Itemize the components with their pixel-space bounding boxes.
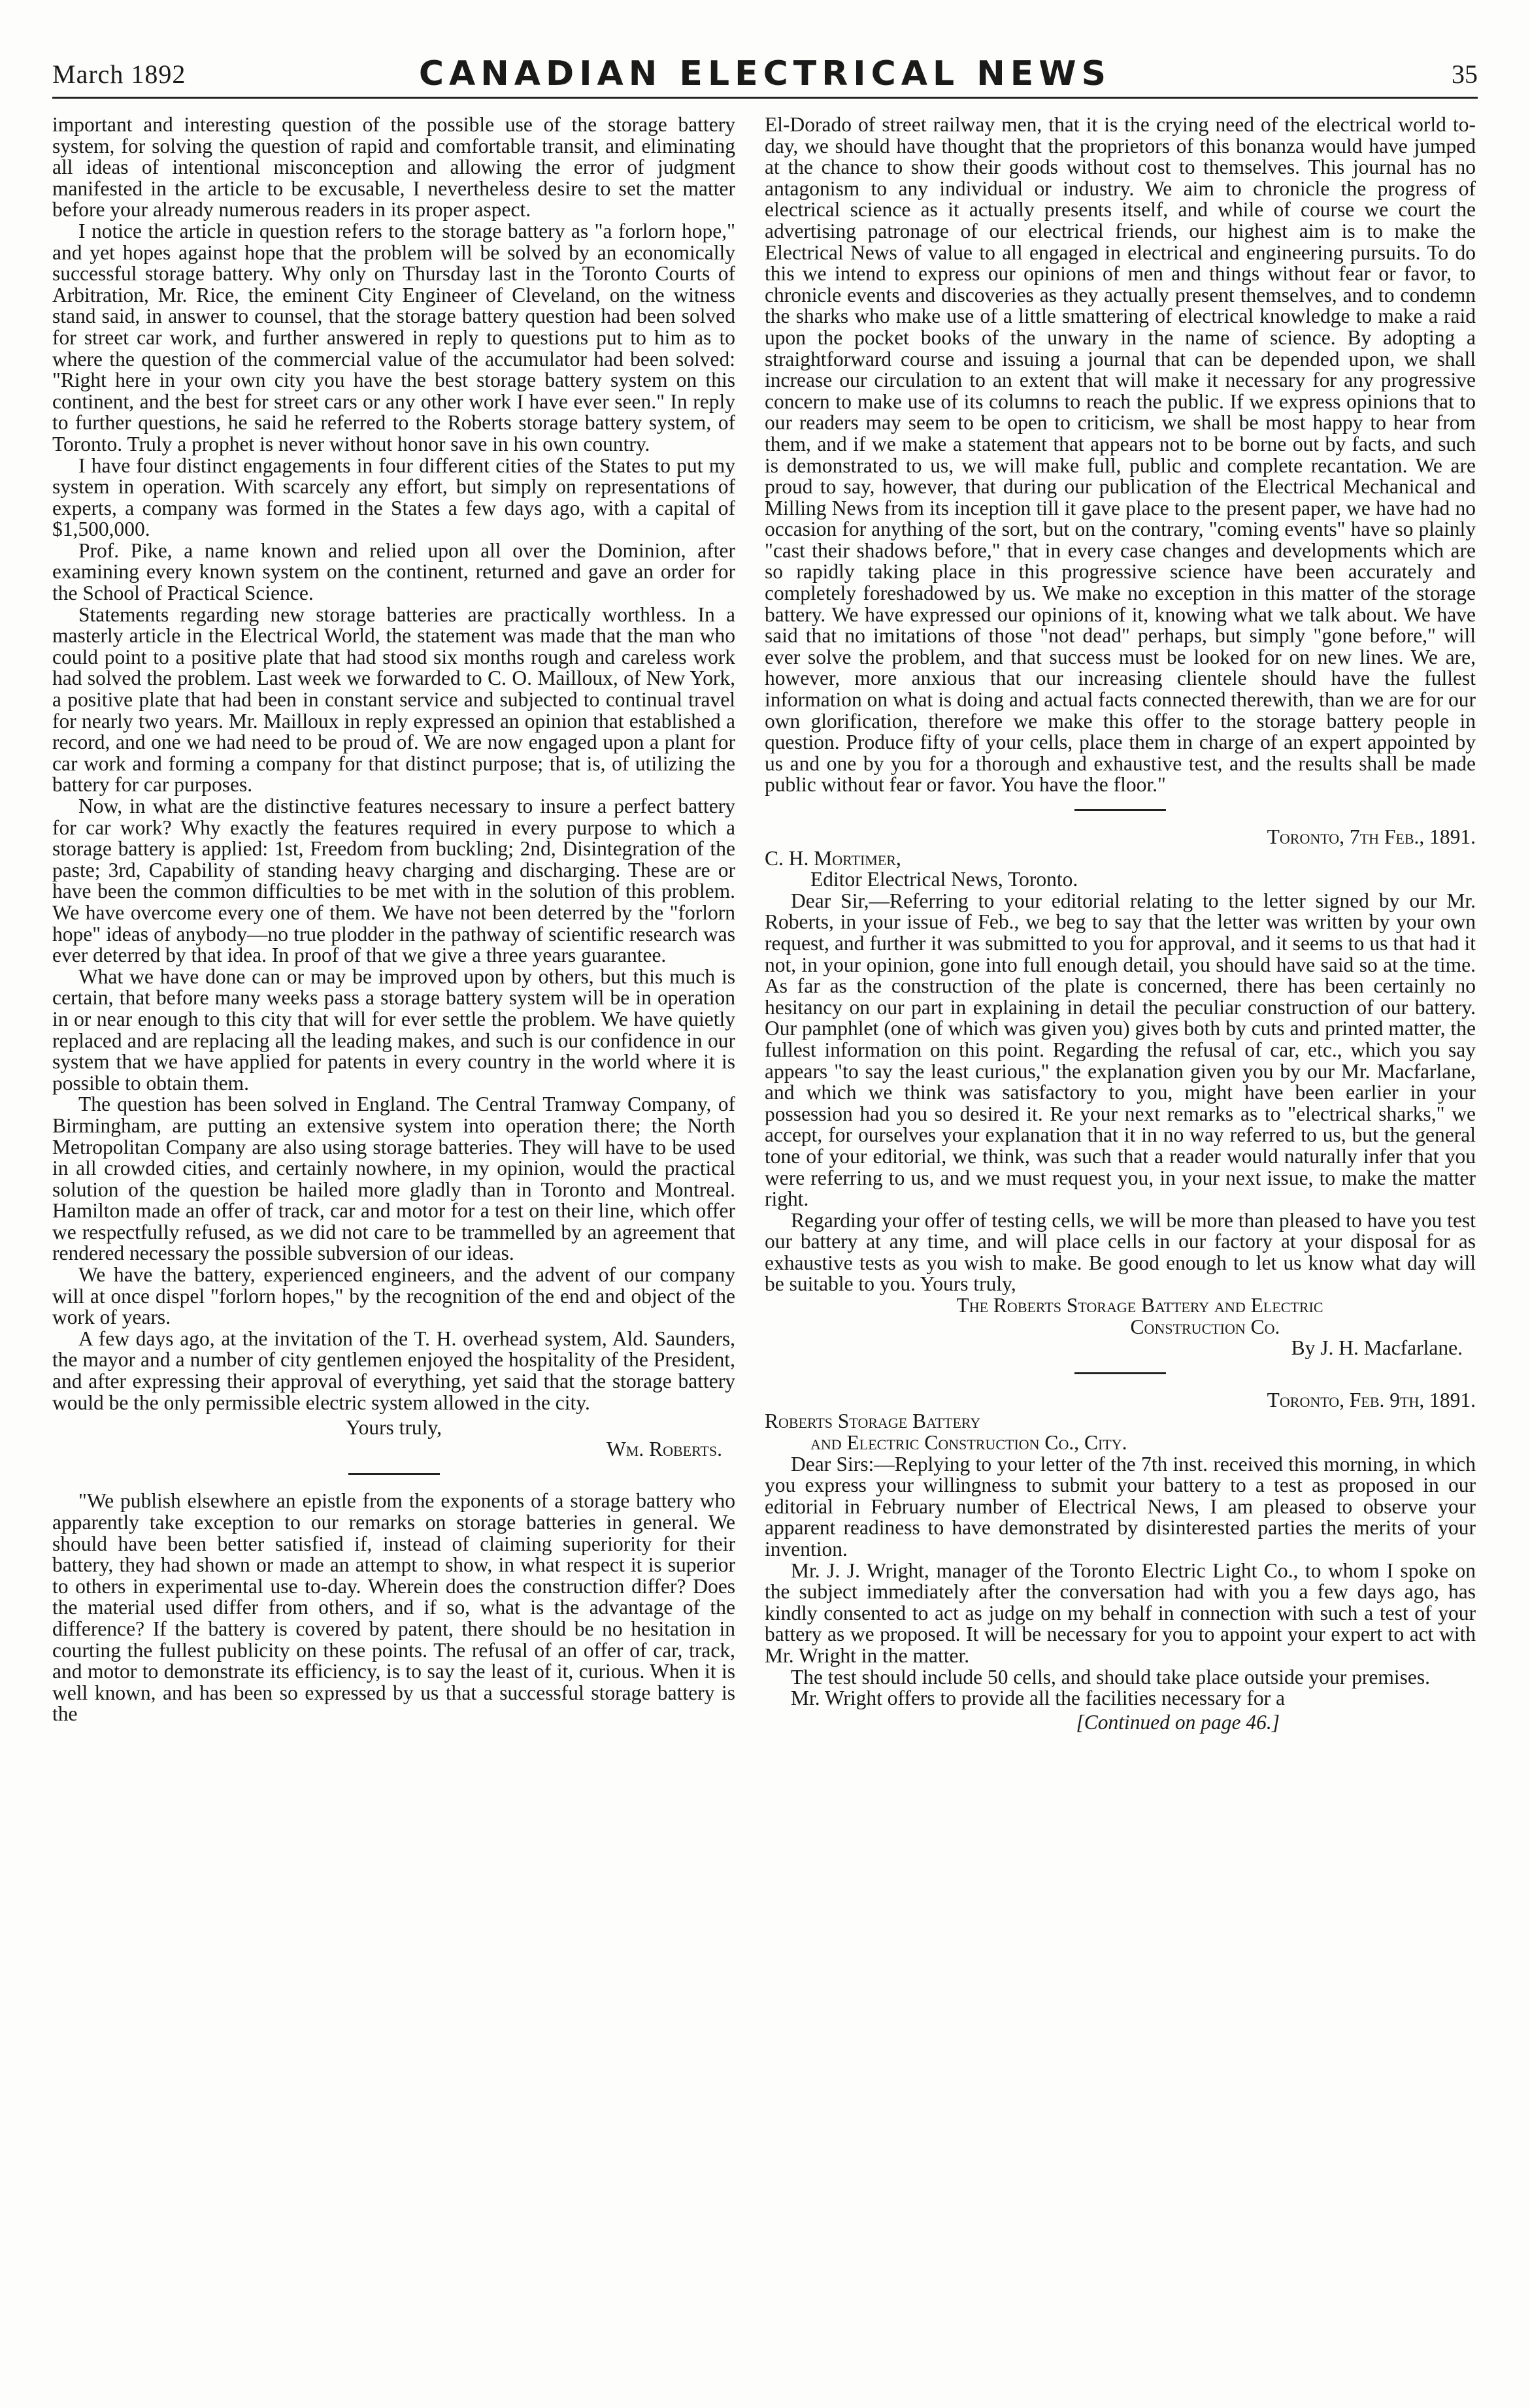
letter-addressee: Roberts Storage Battery bbox=[765, 1410, 981, 1433]
continued-note: [Continued on page 46.] bbox=[1076, 1710, 1280, 1734]
letter-addressee-line: Editor Electrical News, Toronto. bbox=[810, 868, 1078, 891]
letter-addressee: C. H. Mortimer, bbox=[765, 846, 901, 870]
section-divider bbox=[1074, 809, 1166, 811]
paragraph: I have four distinct engagements in four different cities of the States to put my system in operation. With scarcely any effort, but simply on representations of experts, a company was formed in the States a few days ago, with a capital of $1,500,000. bbox=[52, 454, 735, 541]
letter-signature: Wm. Roberts. bbox=[607, 1437, 722, 1460]
page-header bbox=[52, 51, 1478, 99]
masthead: CANADIAN ELECTRICAL NEWS bbox=[418, 54, 1112, 93]
paragraph: I notice the article in question refers to the storage battery as "a forlorn hope," and yet hopes against hope that the problem will be solved by an economically successful storage battery. Why only on Thursday last in the Toronto Courts of Arbitration, Mr. Rice, the eminent City Engineer of Cleveland, on the witness stand said, in answer to counsel, that the storage battery question had been solved for street car work, and further answered in reply to questions put to him as to where the question of the commercial value of the accumulator had been solved: "Right here in your own city you have the best storage battery system on this continent, and the best for street cars or any other work I have ever seen." In reply to further questions, he said he referred to the Roberts storage battery system, of Toronto. Truly a prophet is never without honor save in his own country. bbox=[52, 219, 735, 455]
page-number: 35 bbox=[1452, 59, 1478, 89]
letter-dateline: Toronto, Feb. 9th, 1891. bbox=[1267, 1388, 1476, 1411]
paragraph: A few days ago, at the invitation of the T. H. overhead system, Ald. Saunders, the mayor and a number of city gentlemen enjoyed the hospitality of the President, and after expressing their approval of everything, yet said that the storage battery would be the only permissible electric system allowed in the city. bbox=[52, 1327, 735, 1414]
letter-paragraph: Dear Sir,—Referring to your editorial relating to the letter signed by our Mr. Roberts, in your issue of Feb., we beg to say that the letter was written by your own request, and further it was submitted to you for approval, and it seems to us that had it not, in your opinion, gone into full enough detail, you should have said so at the time. As far as the construction of the plate is concerned, there has been certainly no hesitancy on our part in explaining in detail the peculiar construction of our battery. Our pamphlet (one of which was given you) gives both by cuts and printed matter, the fullest information on this point. Regarding the refusal of car, etc., which you say appears "to say the least curious," the explanation given you by our Mr. Macfarlane, and which we think was satisfactory to you, might have been earlier in your possession had you so desired it. Re your next remarks as to "electrical sharks," we accept, for ourselves your explanation that it in no way referred to us, but the general tone of your editorial, we think, was such that a reader would naturally infer that you were referring to us, and we must request you, in your next issue, to make the matter right. bbox=[765, 889, 1476, 1211]
letter-paragraph: Mr. J. J. Wright, manager of the Toronto Electric Light Co., to whom I spoke on the subject immediately after the conversation had with you a few days ago, has kindly consented to act as judge on my behalf in connection with such a test of your battery as we proposed. It will be necessary for you to appoint your expert to act with Mr. Wright in the matter. bbox=[765, 1559, 1476, 1667]
paragraph: Now, in what are the distinctive features necessary to insure a perfect battery for car work? Why exactly the features required in every purpose to which a storage battery is applied: 1st, Freedom from buckling; 2nd, Disintegration of the paste; 3rd, Capability of standing heavy charging and discharging. These are or have been the common difficulties to be met with in the solution of this problem. We have overcome every one of them. We have not been deterred by the "forlorn hope" ideas of anybody—no true plodder in the pathway of scientific research was ever deterred by that idea. In proof of that we give a three years guarantee. bbox=[52, 795, 735, 967]
paragraph: Prof. Pike, a name known and relied upon all over the Dominion, after examining every known system on the continent, returned and gave an order for the School of Practical Science. bbox=[52, 538, 735, 605]
letter-paragraph: Dear Sirs:—Replying to your letter of the 7th inst. received this morning, in which you express your willingness to submit your battery to a test as proposed in our editorial in February number of Electrical News, I am pleased to observe your apparent readiness to have demonstrated by disinterested parties the merits of your invention. bbox=[765, 1452, 1476, 1560]
letter-addressee-line: and Electric Construction Co., City. bbox=[810, 1431, 1127, 1455]
letter-dateline: Toronto, 7th Feb., 1891. bbox=[1267, 825, 1476, 848]
letter-signature: Construction Co. bbox=[1130, 1315, 1280, 1338]
letter-closing: Yours truly, bbox=[345, 1416, 442, 1440]
issue-date: March 1892 bbox=[52, 59, 186, 89]
section-divider bbox=[348, 1473, 440, 1475]
letter-paragraph: The test should include 50 cells, and should take place outside your premises. bbox=[791, 1665, 1431, 1689]
letter-paragraph: Regarding your offer of testing cells, we will be more than pleased to have you test our battery at any time, and will place cells in our factory at your disposal for as exhaustive tests as you wish to make. Be good enough to let us know what day will be suitable to you. Yours truly, bbox=[765, 1208, 1476, 1296]
paragraph: Statements regarding new storage batteries are practically worthless. In a masterly article in the Electrical World, the statement was made that the man who could point to a positive plate that had stood six months rough and careless work had solved the problem. Last week we forwarded to C. O. Mailloux, of New York, a positive plate that had been in constant service and subjected to continual travel for nearly two years. Mr. Mailloux in reply expressed an opinion that established a record, and one we had need to be proud of. We are now engaged upon a plant for car work and forming a company for that distinct purpose; that is, of utilizing the battery for car purposes. bbox=[52, 602, 735, 797]
letter-signature: By J. H. Macfarlane. bbox=[1291, 1336, 1463, 1360]
editorial-continued: El-Dorado of street railway men, that it is the crying need of the electrical world to-day, we should have thought that the proprietors of this bonanza would have jumped at the chance to show their goods without cost to themselves. This journal has no antagonism to any individual or industry. We aim to chronicle the progress of electrical science as it actually presents itself, and while of course we court the advertising patronage of our electrical friends, our highest aim is to make the Electrical News of value to all engaged in electrical and engineering pursuits. To do this we intend to express our opinions of men and things without fear or favor, to chronicle events and discoveries as they actually present themselves, and to condemn the sharks who make use of a little smattering of electrical knowledge to make a raid upon the pocket books of the unwary in the name of science. By adopting a straightforward course and issuing a journal that can be depended upon, we shall increase our circulation to an extent that will make it necessary for any progressive concern to make use of its columns to reach the public. If we express opinions that to our readers may seem to be open to criticism, we shall be most happy to hear from them, and if we make a statement that appears not to be borne out by facts, and such is demonstrated to us, we will make full, public and complete recantation. We are proud to say, however, that during our publication of the Electrical Mechanical and Milling News from its inception till it gave place to the present paper, we have had no occasion for anything of the sort, but on the contrary, "coming events" have so plainly "cast their shadows before," that in every case changes and developments which are so rapidly taking place in this progressive science have been accurately and completely foreshadowed by us. We make no exception in this matter of the storage battery. We have expressed our opinions of it, knowing what we talk about. We have said that no imitations of those "not dead" perhaps, but simply "gone before," will ever solve the problem, and that success must be looked for on new lines. We are, however, more anxious that our increasing clientele should have the fullest information on what is doing and actual facts connected therewith, than we are for our own glorification, therefore we make this offer to the storage battery people in question. Produce fifty of your cells, place them in charge of an expert appointed by us and one by you for a thorough and exhaustive test, and the results shall be made public without fear or favor. You have the floor." bbox=[765, 113, 1476, 797]
left-column bbox=[52, 114, 735, 1725]
section-divider bbox=[1074, 1372, 1166, 1374]
paragraph: The question has been solved in England. The Central Tramway Company, of Birmingham, are putting an extensive system into operation there; the North Metropolitan Company are also using storage batteries. They will have to be used in all crowded cities, and certainly nowhere, in my opinion, would the practical solution of the question be hailed more gladly than in Toronto and Montreal. Hamilton made an offer of track, car and motor for a test on their line, which offer we respectfully refused, as we did not care to be trammelled by an agreement that rendered necessary the possible subversion of our ideas. bbox=[52, 1093, 735, 1265]
paragraph: We have the battery, experienced engineers, and the advent of our company will at once dispel "forlorn hopes," by the recognition of the end and object of the work of years. bbox=[52, 1263, 735, 1329]
letter-signature: The Roberts Storage Battery and Electric bbox=[956, 1294, 1323, 1317]
editorial-paragraph: "We publish elsewhere an epistle from the exponents of a storage battery who apparently take exception to our remarks on storage batteries in general. We should have been better satisfied if, instead of claiming superiority for their battery, they had shown or made an attempt to show, in what respect it is superior to others in experimental use to-day. Wherein does the construction differ? Does the material used differ from others, and if so, what is the advantage of the difference? If the battery is covered by patent, there should be no hesitation in courting the fullest publicity on these points. The refusal of an offer of car, track, and motor to demonstrate its efficiency, is to say the least of it, curious. When it is well known, and has been so expressed by us that a successful storage battery is the bbox=[52, 1489, 735, 1726]
paragraph: What we have done can or may be improved upon by others, but this much is certain, that before many weeks pass a storage battery system will be in operation in or near enough to this city that will for ever settle the problem. We have quietly replaced and are replacing all the leading makes, and such is our confidence in our system that we have applied for patents in every country in the world where it is possible to obtain them. bbox=[52, 965, 735, 1095]
right-column bbox=[765, 114, 1476, 1733]
paragraph: important and interesting question of the possible use of the storage battery system, for solving the question of rapid and comfortable transit, and eliminating all ideas of intentional misconception and allowing the error of judgment manifested in the article to be excusable, I nevertheless desire to set the matter before your already numerous readers in its proper aspect. bbox=[52, 113, 735, 222]
letter-paragraph: Mr. Wright offers to provide all the facilities necessary for a bbox=[791, 1687, 1285, 1710]
